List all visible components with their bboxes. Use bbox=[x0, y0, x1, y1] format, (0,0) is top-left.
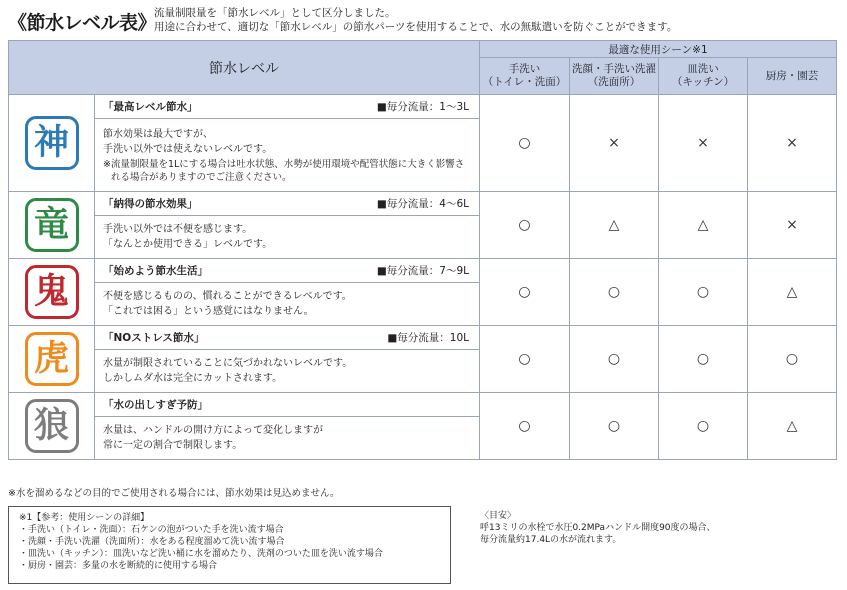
list-item: ・洗顔・手洗い洗濯（洗面所）：水をある程度溜めて洗い流す場合 bbox=[19, 537, 285, 547]
flow-rate: ■毎分流量：10L bbox=[387, 332, 469, 344]
guide-title: 〈目安〉 bbox=[480, 511, 517, 521]
scene-details-box bbox=[8, 506, 451, 584]
header-scene-handwash: 手洗い （トイレ・洗面） bbox=[480, 58, 570, 95]
level-name-cell bbox=[95, 326, 480, 350]
flow-rate: ■毎分流量：1〜3L bbox=[376, 101, 469, 113]
scene-mark: ○ bbox=[659, 259, 748, 326]
scene-details-title: ※1【参考：使用シーンの詳細】 bbox=[19, 513, 150, 523]
header-scene-kitchen-garden: 厨房・園芸 bbox=[748, 58, 837, 95]
scene-mark: ○ bbox=[480, 393, 570, 460]
kanji-badge-icon: 神 bbox=[25, 116, 79, 170]
level-description: 不便を感じるものの、慣れることができるレベルです。 「これでは困る」という感覚にはなりません。 bbox=[95, 283, 480, 326]
scene-mark: × bbox=[748, 95, 837, 192]
scene-mark: ○ bbox=[480, 192, 570, 259]
level-icon-cell bbox=[9, 393, 95, 460]
kanji-badge-icon: 虎 bbox=[25, 332, 79, 386]
level-icon-cell bbox=[9, 192, 95, 259]
level-description: 手洗い以外では不便を感じます。 「なんとか使用できる」レベルです。 bbox=[95, 216, 480, 259]
scene-mark: △ bbox=[748, 393, 837, 460]
scene-mark: ○ bbox=[748, 326, 837, 393]
footnote: ※水を溜めるなどの目的でご使用される場合には、節水効果は見込めません。 bbox=[8, 488, 340, 499]
list-item: ・厨房・園芸：多量の水を断続的に使用する場合 bbox=[19, 561, 218, 571]
scene-mark: ○ bbox=[570, 393, 659, 460]
page-header bbox=[8, 4, 838, 38]
list-item: ・手洗い（トイレ・洗面）：石ケンの泡がついた手を洗い流す場合 bbox=[19, 525, 284, 535]
header-description bbox=[154, 6, 677, 34]
guide-line2: 毎分流量約17.4Lの水が流れます。 bbox=[480, 535, 622, 545]
level-note: ※流量制限量を1Lにする場合は吐水状態、水勢が使用環境や配管状態に大きく影響される場合がありますのでご注意ください。 bbox=[103, 158, 465, 183]
table-row bbox=[9, 259, 837, 283]
table-row bbox=[9, 393, 837, 417]
header-desc-line2: 用途に合わせて、適切な「節水レベル」の節水パーツを使用することで、水の無駄遣いを防ぐことができます。 bbox=[154, 21, 678, 33]
scene-mark: × bbox=[748, 192, 837, 259]
scene-mark: ○ bbox=[480, 95, 570, 192]
table-row bbox=[9, 95, 837, 119]
kanji-badge-icon: 竜 bbox=[25, 198, 79, 252]
kanji-badge-icon: 鬼 bbox=[25, 265, 79, 319]
level-name: 「納得の節水効果」 bbox=[103, 198, 198, 210]
level-description: 節水効果は最大ですが、 手洗い以外では使えないレベルです。 ※流量制限量を1Lにする場合は吐水状態、水勢が使用環境や配管状態に大きく影響される場合がありますのでご注意ください。 bbox=[95, 119, 480, 192]
scene-mark: ○ bbox=[480, 259, 570, 326]
header-scene-face-wash: 洗顔・手洗い洗濯 （洗面所） bbox=[570, 58, 659, 95]
header-scene-dishwash: 皿洗い （キッチン） bbox=[659, 58, 748, 95]
level-name: 「NOストレス節水」 bbox=[103, 332, 205, 344]
table-row bbox=[9, 192, 837, 216]
scene-mark: △ bbox=[659, 192, 748, 259]
level-icon-cell bbox=[9, 259, 95, 326]
level-description: 水量は、ハンドルの開け方によって変化しますが 常に一定の割合で制限します。 bbox=[95, 417, 480, 460]
scene-mark: ○ bbox=[659, 393, 748, 460]
scene-mark: △ bbox=[570, 192, 659, 259]
level-icon-cell bbox=[9, 95, 95, 192]
flow-guide bbox=[480, 510, 716, 546]
level-name-cell bbox=[95, 393, 480, 417]
water-saving-table bbox=[8, 40, 837, 460]
level-description: 水量が制限されていることに気づかれないレベルです。 しかしムダ水は完全にカットされます。 bbox=[95, 350, 480, 393]
level-name: 「最高レベル節水」 bbox=[103, 101, 198, 113]
header-scene-group: 最適な使用シーン※1 bbox=[480, 41, 837, 58]
scene-mark: △ bbox=[748, 259, 837, 326]
scene-mark: ○ bbox=[480, 326, 570, 393]
level-name: 「始めよう節水生活」 bbox=[103, 265, 208, 277]
kanji-badge-icon: 狼 bbox=[25, 399, 79, 453]
header-desc-line1: 流量制限量を「節水レベル」として区分しました。 bbox=[154, 7, 396, 19]
list-item: ・皿洗い（キッチン）：皿洗いなど洗い桶に水を溜めたり、洗剤のついた皿を洗い流す場合 bbox=[19, 549, 383, 559]
scene-mark: ○ bbox=[659, 326, 748, 393]
flow-rate: ■毎分流量：4〜6L bbox=[376, 198, 469, 210]
scene-mark: ○ bbox=[570, 259, 659, 326]
scene-mark: × bbox=[570, 95, 659, 192]
header-level: 節水レベル bbox=[9, 41, 480, 95]
scene-mark: ○ bbox=[570, 326, 659, 393]
guide-line1: 呼13ミリの水栓で水圧0.2MPaハンドル開度90度の場合、 bbox=[480, 523, 716, 533]
page-title: 《節水レベル表》 bbox=[8, 12, 157, 34]
level-icon-cell bbox=[9, 326, 95, 393]
level-name: 「水の出しすぎ予防」 bbox=[103, 399, 208, 411]
flow-rate: ■毎分流量：7〜9L bbox=[376, 265, 469, 277]
level-name-cell bbox=[95, 259, 480, 283]
level-name-cell bbox=[95, 192, 480, 216]
table-row bbox=[9, 326, 837, 350]
level-name-cell bbox=[95, 95, 480, 119]
scene-mark: × bbox=[659, 95, 748, 192]
